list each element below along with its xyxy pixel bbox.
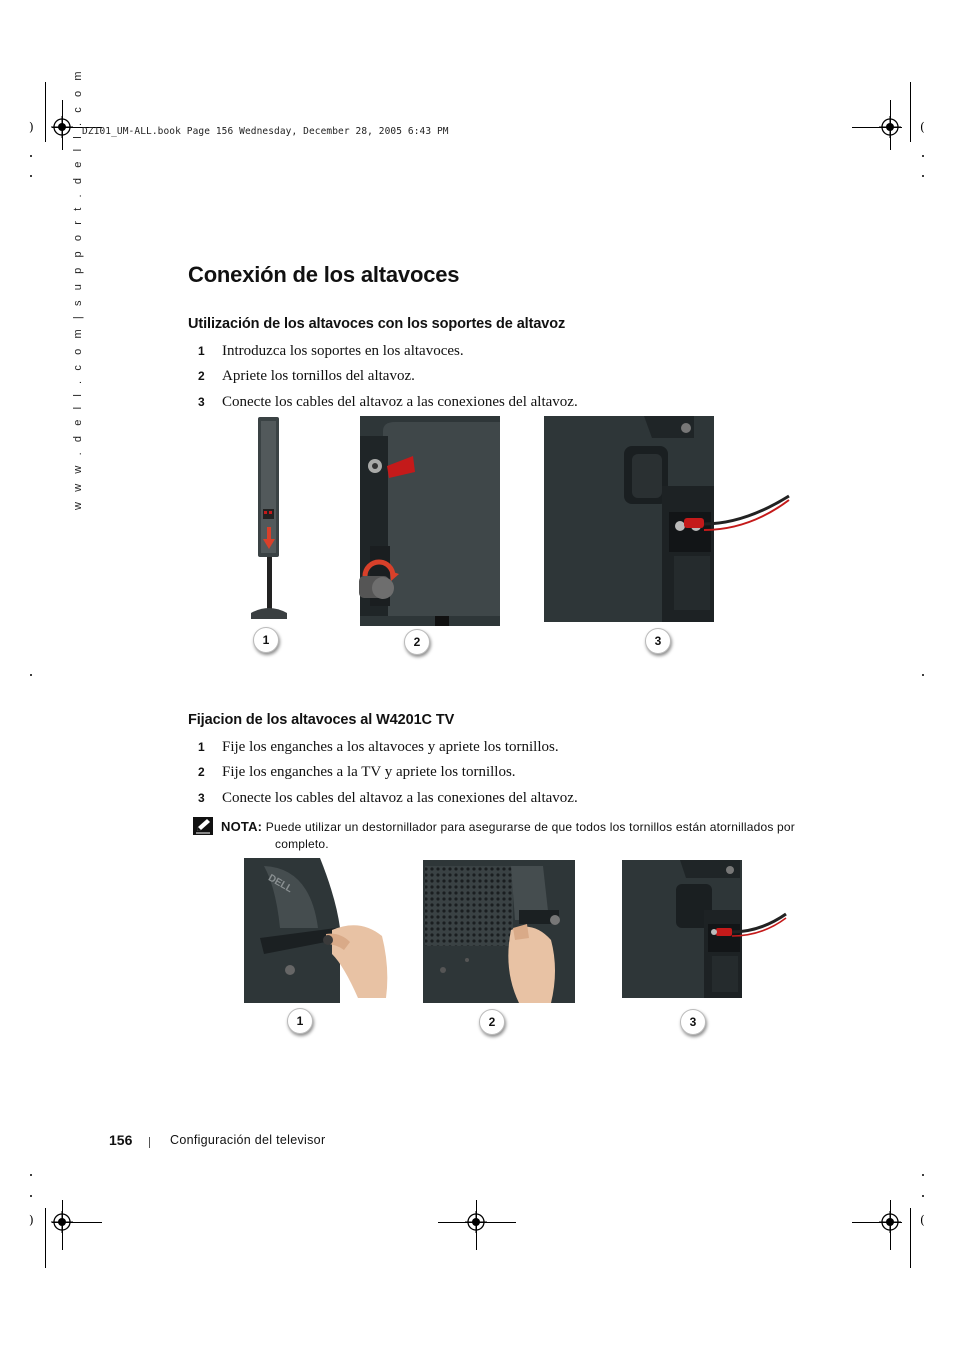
step-number: 2 xyxy=(198,369,205,383)
list-item xyxy=(198,764,516,781)
step-text: Conecte los cables del altavoz a las conexiones del altavoz. xyxy=(222,394,578,410)
crosshair-registration-icon xyxy=(465,1211,487,1233)
speaker-stand-photo xyxy=(245,415,295,625)
pencil-note-icon xyxy=(193,817,213,835)
page-title: Conexión de los altavoces xyxy=(188,262,460,287)
speaker-screw-photo xyxy=(355,416,500,626)
step-text: Conecte los cables del altavoz a las conexiones del altavoz. xyxy=(222,790,578,806)
note-line-2: completo. xyxy=(275,837,329,851)
step-number: 1 xyxy=(198,344,205,358)
speaker-cable-photo xyxy=(544,416,794,626)
crosshair-registration-icon xyxy=(879,116,901,138)
note-text xyxy=(221,818,831,853)
callout-marker: 1 xyxy=(253,627,279,653)
step-number: 3 xyxy=(198,791,205,805)
callout-marker: 3 xyxy=(680,1009,706,1035)
sidebar-url: w w w . d e l l . c o m | s u p p o r t . d e l l . c o m xyxy=(72,67,84,510)
step-number: 3 xyxy=(198,395,205,409)
crosshair-registration-icon xyxy=(51,1211,73,1233)
note-label: NOTA: xyxy=(221,819,263,834)
dell-logo: DELL xyxy=(266,872,295,896)
step-number: 1 xyxy=(198,740,205,754)
list-item xyxy=(198,790,578,807)
callout-marker: 1 xyxy=(287,1008,313,1034)
section-heading: Utilización de los altavoces con los soportes de altavoz xyxy=(188,316,566,332)
section-heading: Fijacion de los altavoces al W4201C TV xyxy=(188,712,455,728)
callout-marker: 2 xyxy=(479,1009,505,1035)
step-number: 2 xyxy=(198,765,205,779)
footer-section-title: Configuración del televisor xyxy=(170,1133,326,1147)
hook-tv-photo xyxy=(423,860,575,1003)
callout-marker: 2 xyxy=(404,629,430,655)
hook-attach-photo xyxy=(240,858,388,1003)
page-number: 156 xyxy=(109,1132,133,1148)
tv-speaker-cable-photo xyxy=(620,860,790,1000)
step-text: Fije los enganches a los altavoces y apriete los tornillos. xyxy=(222,739,559,755)
step-text: Fije los enganches a la TV y apriete los tornillos. xyxy=(222,764,516,780)
footer-divider xyxy=(149,1137,150,1148)
step-text: Apriete los tornillos del altavoz. xyxy=(222,368,415,384)
list-item xyxy=(198,739,559,756)
callout-marker: 3 xyxy=(645,628,671,654)
book-info-header: DZ101_UM-ALL.book Page 156 Wednesday, December 28, 2005 6:43 PM xyxy=(82,126,449,137)
list-item xyxy=(198,394,578,411)
step-text: Introduzca los soportes en los altavoces. xyxy=(222,343,464,359)
crosshair-registration-icon xyxy=(51,116,73,138)
list-item xyxy=(198,343,464,360)
list-item xyxy=(198,368,415,385)
crosshair-registration-icon xyxy=(879,1211,901,1233)
note-line-1: Puede utilizar un destornillador para asegurarse de que todos los tornillos están atornillados por xyxy=(265,820,795,834)
